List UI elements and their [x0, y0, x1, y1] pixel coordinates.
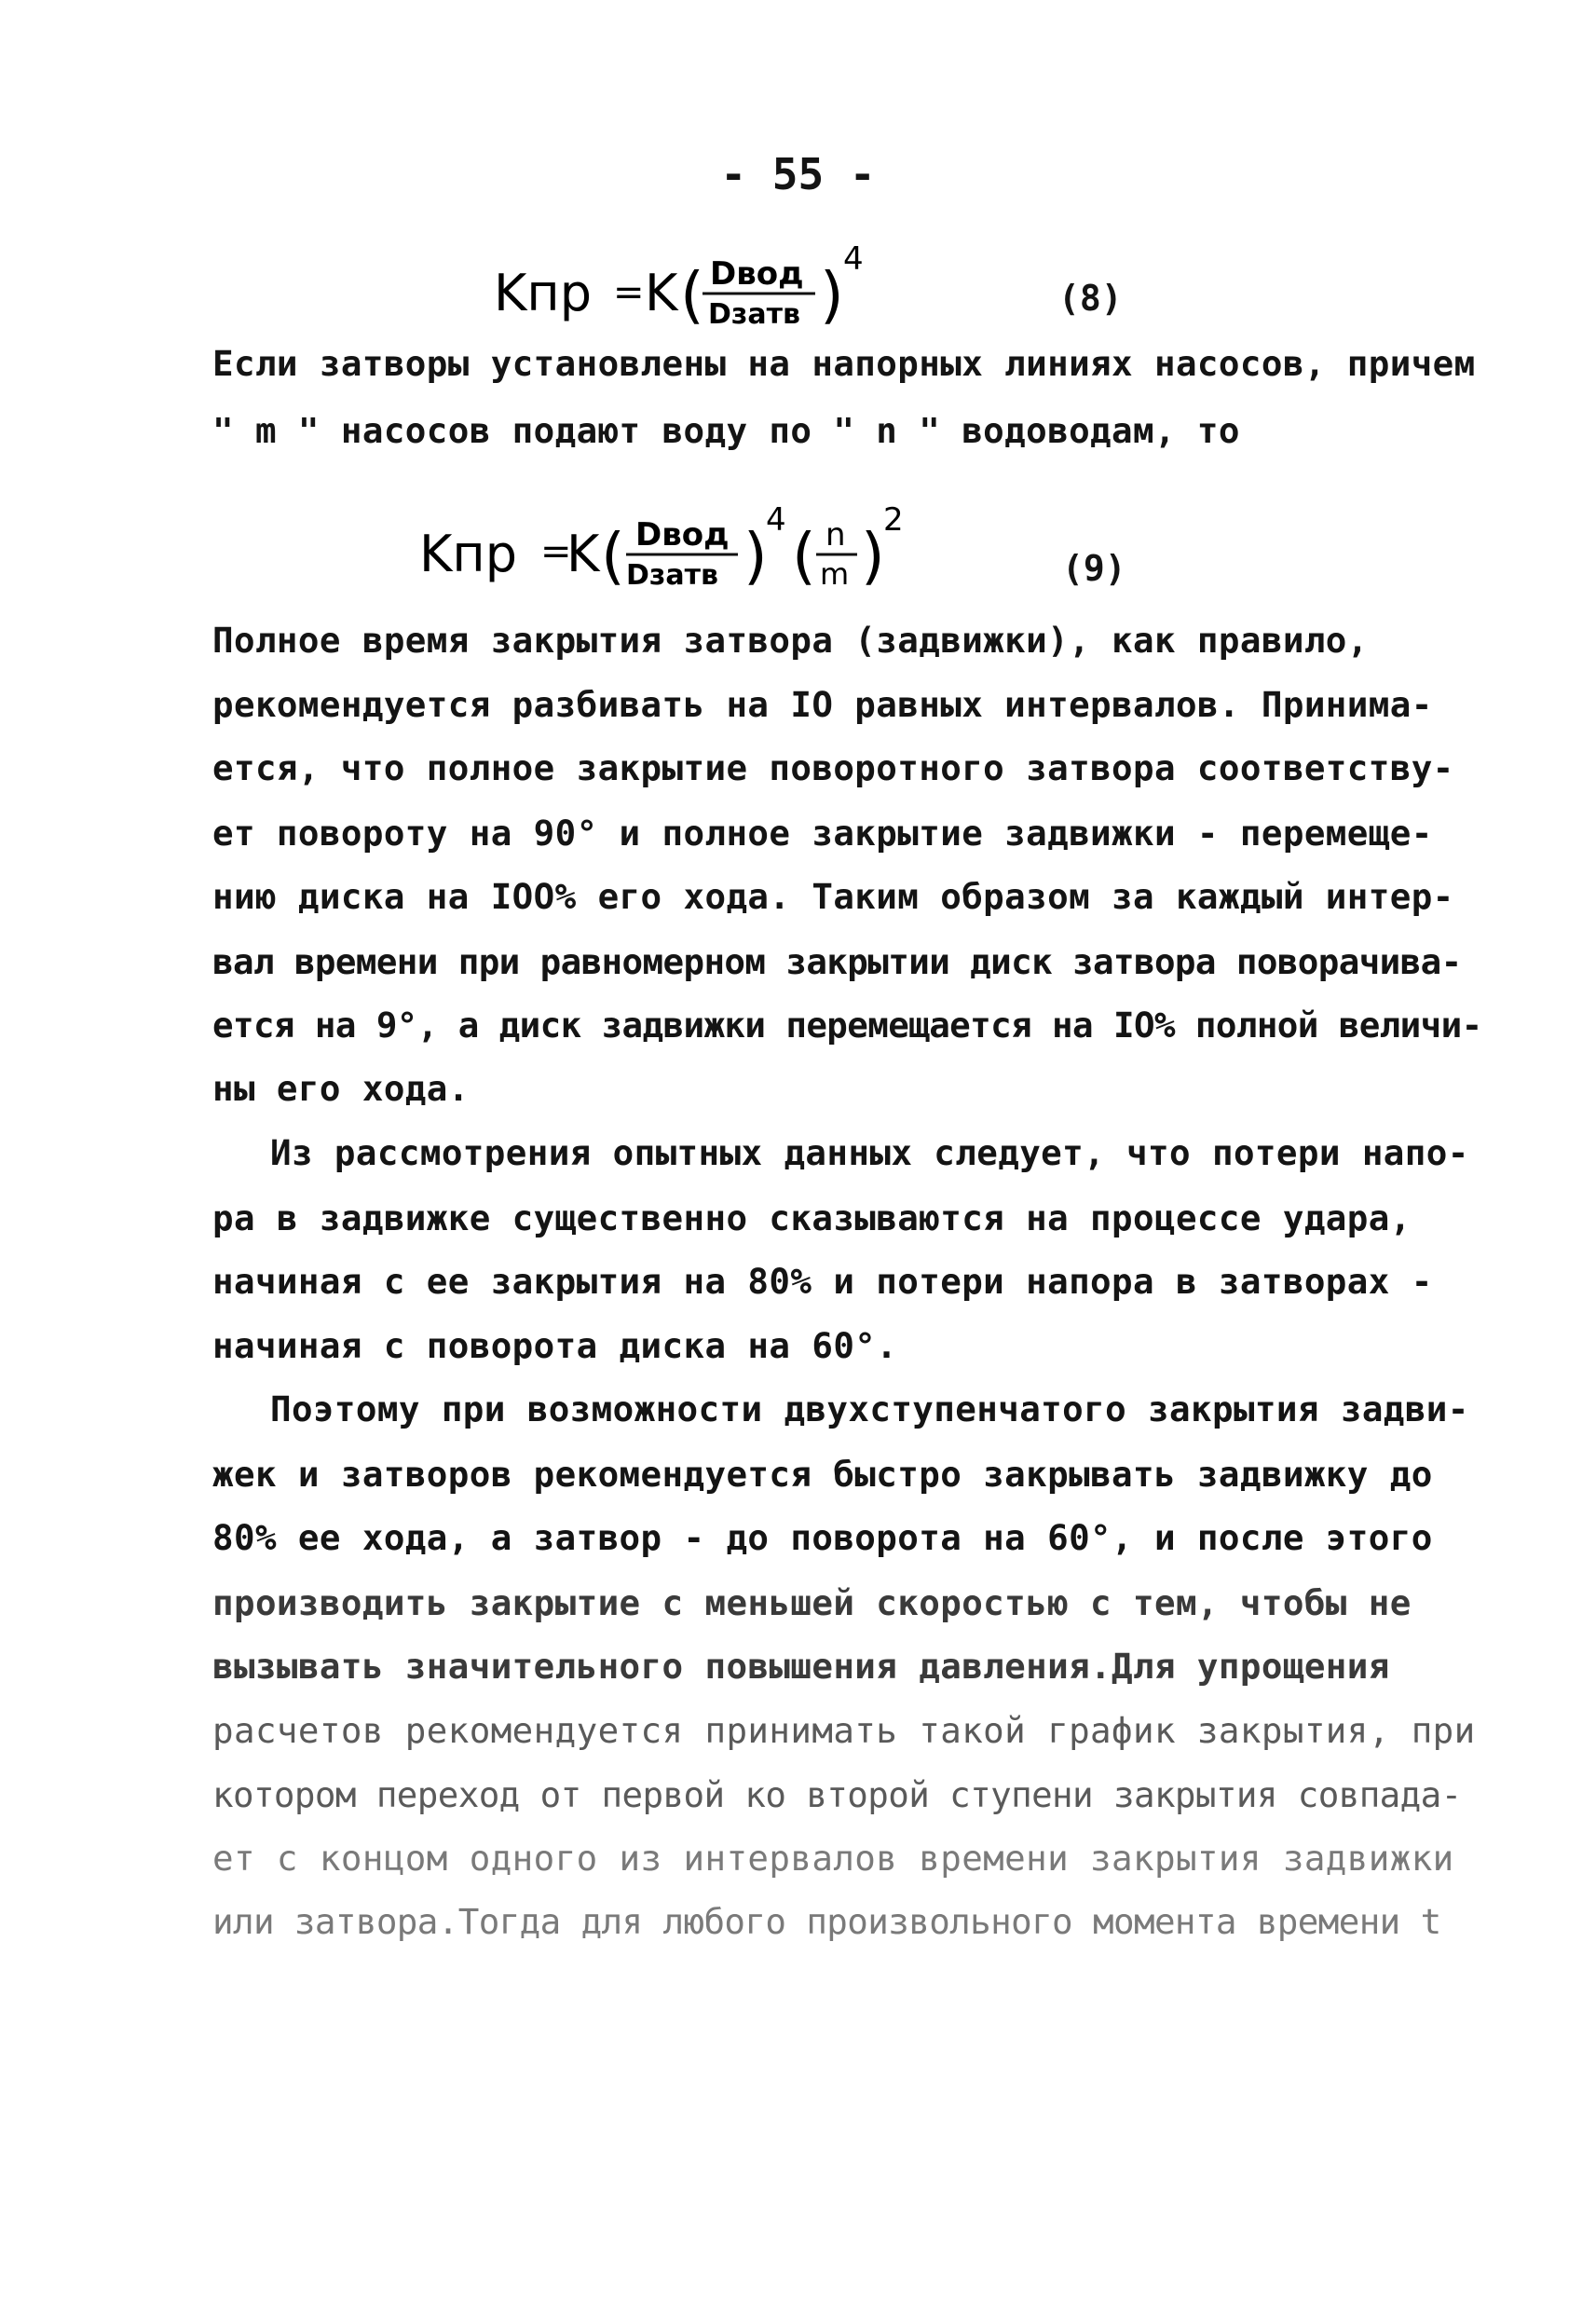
formula-9-exponent: 4	[766, 501, 786, 539]
text-line: ет с концом одного из интервалов времени закрытия задвижки	[212, 1838, 1454, 1879]
text-line: котором переход от первой ко второй ступени закрытия совпада-	[212, 1774, 1462, 1815]
formula-8-lparen: (	[680, 259, 704, 331]
formula-8	[494, 238, 922, 349]
text-line: рекомендуется разбивать на IO равных интервалов. Принима-	[212, 684, 1433, 725]
formula-9-lhs: Kпр	[419, 525, 517, 583]
formula-9-rparen-2: )	[861, 520, 885, 592]
text-line: Поэтому при возможности двухступенчатого закрытия задви-	[270, 1388, 1469, 1429]
formula-9-k: K	[566, 525, 600, 583]
text-line: ется на 9°, а диск задвижки перемещается на IO% полной величи-	[212, 1005, 1482, 1046]
formula-9-denominator-2: m	[820, 556, 850, 592]
formula-8-eq: =	[613, 271, 645, 314]
formula-9-numerator-2: n	[825, 516, 846, 554]
formula-9-number: (9)	[1062, 548, 1126, 589]
text-line: или затвора.Тогда для любого произвольного момента времени t	[212, 1901, 1441, 1942]
formula-8-rparen: )	[820, 259, 844, 331]
page-number: - 55 -	[720, 149, 876, 199]
formula-8-numerator: Dвод	[710, 255, 804, 293]
formula-8-denominator: Dзатв	[708, 298, 800, 331]
text-line: 80% ее хода, а затвор - до поворота на 60°, и после этого	[212, 1517, 1433, 1558]
formula-9-numerator: Dвод	[635, 516, 730, 554]
text-line: Если затворы установлены на напорных линиях насосов, причем	[212, 343, 1476, 384]
text-line: начиная с поворота диска на 60°.	[212, 1325, 898, 1366]
formula-9-lparen: (	[601, 520, 625, 592]
formula-8-k: K	[645, 264, 678, 322]
text-line: начиная с ее закрытия на 80% и потери напора в затворах -	[212, 1261, 1433, 1302]
formula-9-denominator: Dзатв	[626, 559, 718, 592]
text-line: вызывать значительного повышения давления.Для упрощения	[212, 1646, 1390, 1687]
text-line: ет повороту на 90° и полное закрытие задвижки - перемеще-	[212, 813, 1433, 854]
formula-9-exponent-2: 2	[883, 501, 904, 539]
formula-9-rparen: )	[743, 520, 768, 592]
text-line: ется, что полное закрытие поворотного затвора соответству-	[212, 747, 1454, 788]
text-line: нию диска на IOO% его хода. Таким образом за каждый интер-	[212, 876, 1454, 917]
text-line: ны его хода.	[212, 1068, 470, 1109]
text-line: Из рассмотрения опытных данных следует, что потери напо-	[270, 1132, 1469, 1173]
formula-9	[419, 499, 941, 610]
text-line: " m " насосов подают воду по " n " водоводам, то	[212, 410, 1240, 451]
text-line: жек и затворов рекомендуется быстро закрывать задвижку до	[212, 1454, 1433, 1495]
text-line: Полное время закрытия затвора (задвижки), как правило,	[212, 620, 1369, 661]
text-line: производить закрытие с меньшей скоростью с тем, чтобы не	[212, 1582, 1412, 1623]
formula-9-eq: =	[540, 530, 572, 573]
text-line: вал времени при равномерном закрытии диск затвора поворачива-	[212, 941, 1462, 982]
formula-8-lhs: Kпр	[494, 264, 592, 322]
formula-8-number: (8)	[1058, 278, 1123, 319]
text-line: ра в задвижке существенно сказываются на процессе удара,	[212, 1197, 1412, 1238]
formula-8-exponent: 4	[843, 240, 864, 278]
text-line: расчетов рекомендуется принимать такой график закрытия, при	[212, 1710, 1476, 1751]
formula-9-lparen-2: (	[792, 520, 816, 592]
